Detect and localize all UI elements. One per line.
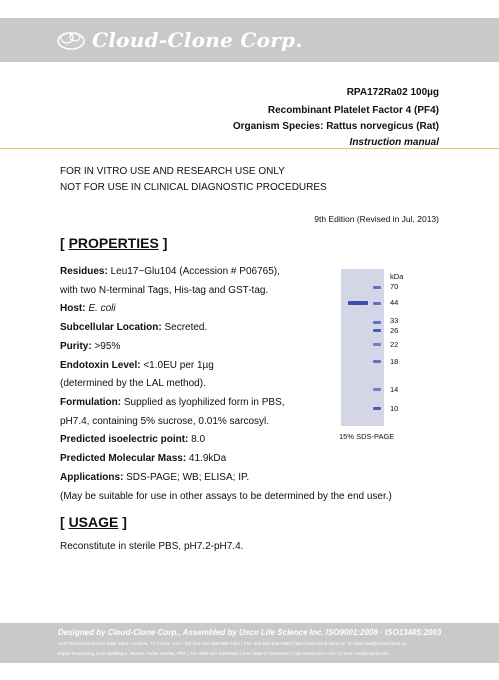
footer-credit: Designed by Cloud-Clone Corp., Assembled by Uscn Life Science Inc. ISO9001:2008 · ISO13485:2003: [58, 628, 442, 637]
sds-page-gel-image: [341, 269, 384, 426]
applications-note: (May be suitable for use in other assays to be determined by the end user.): [60, 491, 392, 502]
usage-text: Reconstitute in sterile PBS, pH7.2-pH7.4.: [60, 541, 244, 552]
marker-label-22: 22: [390, 340, 399, 349]
subcellular-location-line: Subcellular Location: Secreted.: [60, 322, 208, 333]
marker-label-44: 44: [390, 298, 399, 307]
residues-line: Residues: Leu17~Glu104 (Accession # P06765),: [60, 266, 280, 277]
clinical-use-notice: NOT FOR USE IN CLINICAL DIAGNOSTIC PROCEDURES: [60, 182, 327, 193]
gold-divider: [0, 148, 499, 149]
endotoxin-line: Endotoxin Level: <1.0EU per 1µg: [60, 360, 214, 371]
properties-heading: [ PROPERTIES ]: [60, 235, 168, 251]
endotoxin-line-2: (determined by the LAL method).: [60, 378, 206, 389]
marker-band-33: [373, 321, 381, 324]
gel-unit-label: kDa: [390, 272, 404, 281]
marker-label-33: 33: [390, 316, 399, 325]
footer-us-address: 1137 Richmond Avenue Suite 1000, Houston, TX 77042, USA | Toll-free: 001-888-960-7402 | Fax: 001-832-538-0388 | http://www.cloud-clone.us | E-mail: mail@cloud-clone.us: [58, 641, 407, 646]
marker-label-18: 18: [390, 357, 399, 366]
company-name: Cloud-Clone Corp.: [92, 28, 303, 52]
organism-species: Organism Species: Rattus norvegicus (Rat): [232, 121, 439, 132]
research-use-notice: FOR IN VITRO USE AND RESEARCH USE ONLY: [60, 166, 285, 177]
marker-band-22: [373, 343, 381, 346]
footer-china-address: Import Processing Zone Building E, Wuhan, Hubei 430056, PRC | Tel: 0086-027-84259552 | Fax: 0086-27-84259551 | http://www.uscn.com | E-mail: mail@uscnk.com: [58, 651, 389, 656]
marker-band-26: [373, 329, 381, 332]
edition-note: 9th Edition (Revised in Jul, 2013): [314, 214, 439, 224]
marker-label-10: 10: [390, 404, 399, 413]
formulation-line-2: pH7.4, containing 5% sucrose, 0.01% sarcosyl.: [60, 416, 269, 427]
marker-band-70: [373, 286, 381, 289]
marker-band-44: [373, 302, 381, 305]
purity-line: Purity: >95%: [60, 341, 121, 352]
formulation-line: Formulation: Supplied as lyophilized form in PBS,: [60, 397, 285, 408]
applications-line: Applications: SDS-PAGE; WB; ELISA; IP.: [60, 472, 250, 483]
marker-band-10: [373, 407, 381, 410]
usage-heading: [ USAGE ]: [60, 514, 127, 530]
marker-band-14: [373, 388, 381, 391]
document-type: Instruction manual: [349, 137, 439, 148]
product-code: RPA172Ra02 100µg: [346, 87, 439, 98]
marker-label-26: 26: [390, 326, 399, 335]
gel-caption: 15% SDS-PAGE: [339, 432, 395, 441]
molecular-mass-line: Predicted Molecular Mass: 41.9kDa: [60, 453, 227, 464]
cloud-clone-logo-icon: [56, 29, 86, 51]
isoelectric-point-line: Predicted isoelectric point: 8.0: [60, 434, 206, 445]
residues-line-2: with two N-terminal Tags, His-tag and GST-tag.: [60, 285, 269, 296]
marker-label-14: 14: [390, 385, 399, 394]
sample-band: [348, 301, 368, 305]
product-name: Recombinant Platelet Factor 4 (PF4): [267, 105, 439, 116]
company-logo: [56, 26, 303, 54]
host-line: Host: E. coli: [60, 303, 116, 314]
marker-band-18: [373, 360, 381, 363]
marker-label-70: 70: [390, 282, 399, 291]
